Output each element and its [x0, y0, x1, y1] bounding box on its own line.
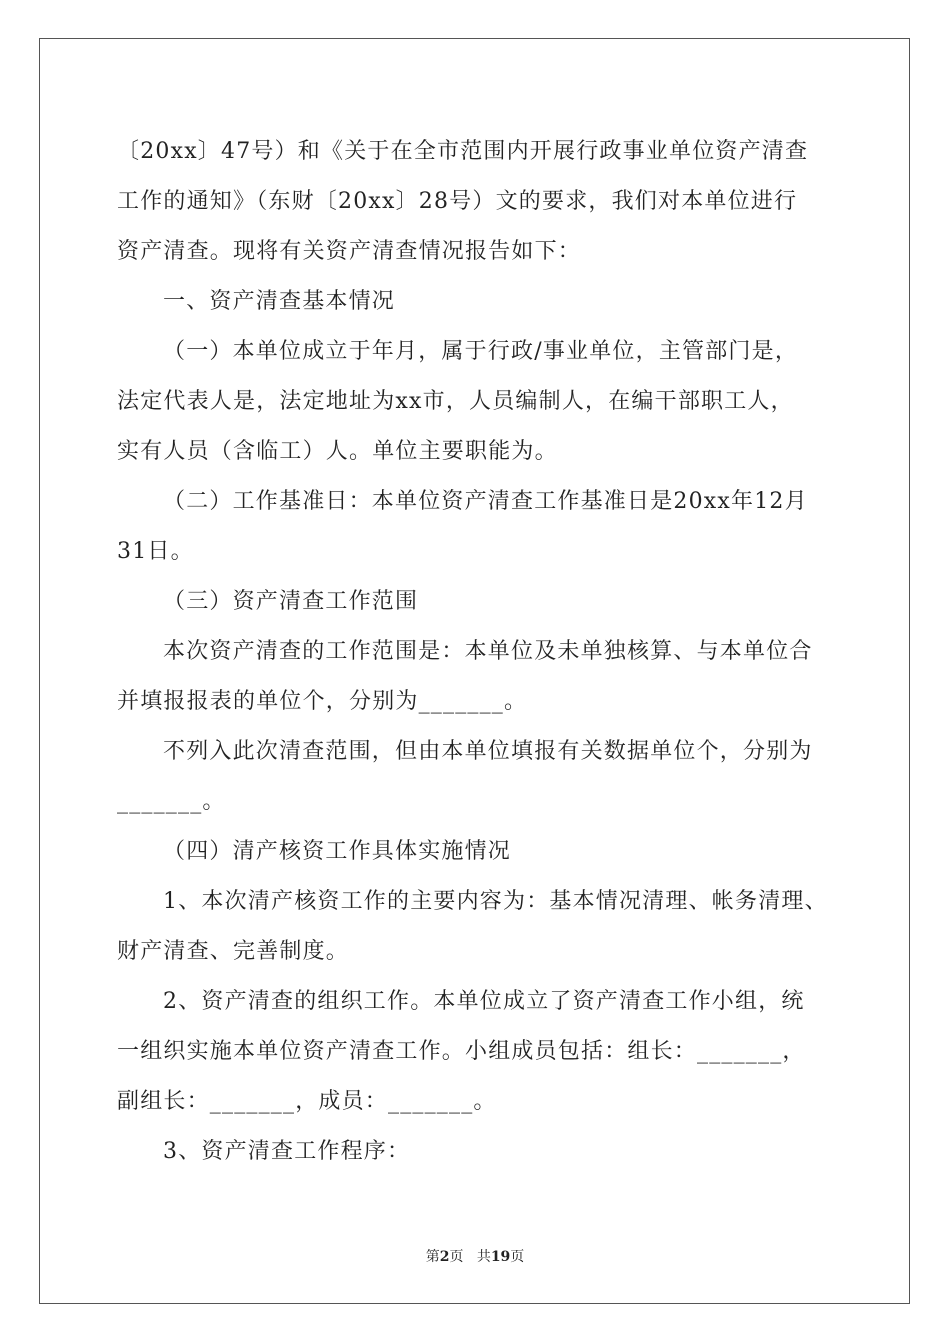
paragraph-line: _______。 [117, 789, 226, 814]
paragraph-line: 副组长：_______，成员：_______。 [117, 1089, 497, 1114]
paragraph-line: 3、资产清查工作程序： [163, 1139, 411, 1164]
paragraph-line: 一组织实施本单位资产清查工作。小组成员包括：组长：_______， [117, 1039, 806, 1064]
subsection-heading: （三）资产清查工作范围 [163, 589, 419, 614]
page-current: 2 [439, 1249, 450, 1265]
paragraph-line: 工作的通知》（东财〔20xx〕28号）文的要求，我们对本单位进行 [117, 189, 798, 214]
paragraph-line: 不列入此次清查范围，但由本单位填报有关数据单位个，分别为 [163, 739, 813, 764]
section-heading: 一、资产清查基本情况 [163, 289, 396, 314]
total-prefix: 共 [476, 1249, 491, 1265]
paragraph-line: 实有人员（含临工）人。单位主要职能为。 [117, 439, 558, 464]
paragraph-line: 资产清查。现将有关资产清查情况报告如下： [117, 239, 582, 264]
paragraph-line: 〔20xx〕47号）和《关于在全市范围内开展行政事业单位资产清查 [117, 139, 809, 164]
page-prefix: 第 [425, 1249, 440, 1265]
paragraph-line: 财产清查、完善制度。 [117, 939, 350, 964]
subsection-heading: （四）清产核资工作具体实施情况 [163, 839, 512, 864]
page-total: 19 [490, 1249, 511, 1265]
page-suffix: 页 [449, 1249, 464, 1265]
paragraph-line: 31日。 [117, 539, 194, 564]
paragraph-line: 法定代表人是，法定地址为xx市，人员编制人，在编干部职工人， [117, 389, 794, 414]
document-body [117, 127, 837, 1177]
paragraph-line: （二）工作基准日：本单位资产清查工作基准日是20xx年12月 [163, 489, 808, 514]
page-footer [0, 1246, 950, 1266]
paragraph-line: 本次资产清查的工作范围是：本单位及未单独核算、与本单位合 [163, 639, 813, 664]
paragraph-line: 并填报报表的单位个，分别为_______。 [117, 689, 528, 714]
paragraph-line: （一）本单位成立于年月，属于行政/事业单位，主管部门是， [163, 339, 799, 364]
paragraph-line: 2、资产清查的组织工作。本单位成立了资产清查工作小组，统 [163, 989, 805, 1014]
total-suffix: 页 [510, 1249, 525, 1265]
paragraph-line: 1、本次清产核资工作的主要内容为：基本情况清理、帐务清理、 [163, 889, 828, 914]
